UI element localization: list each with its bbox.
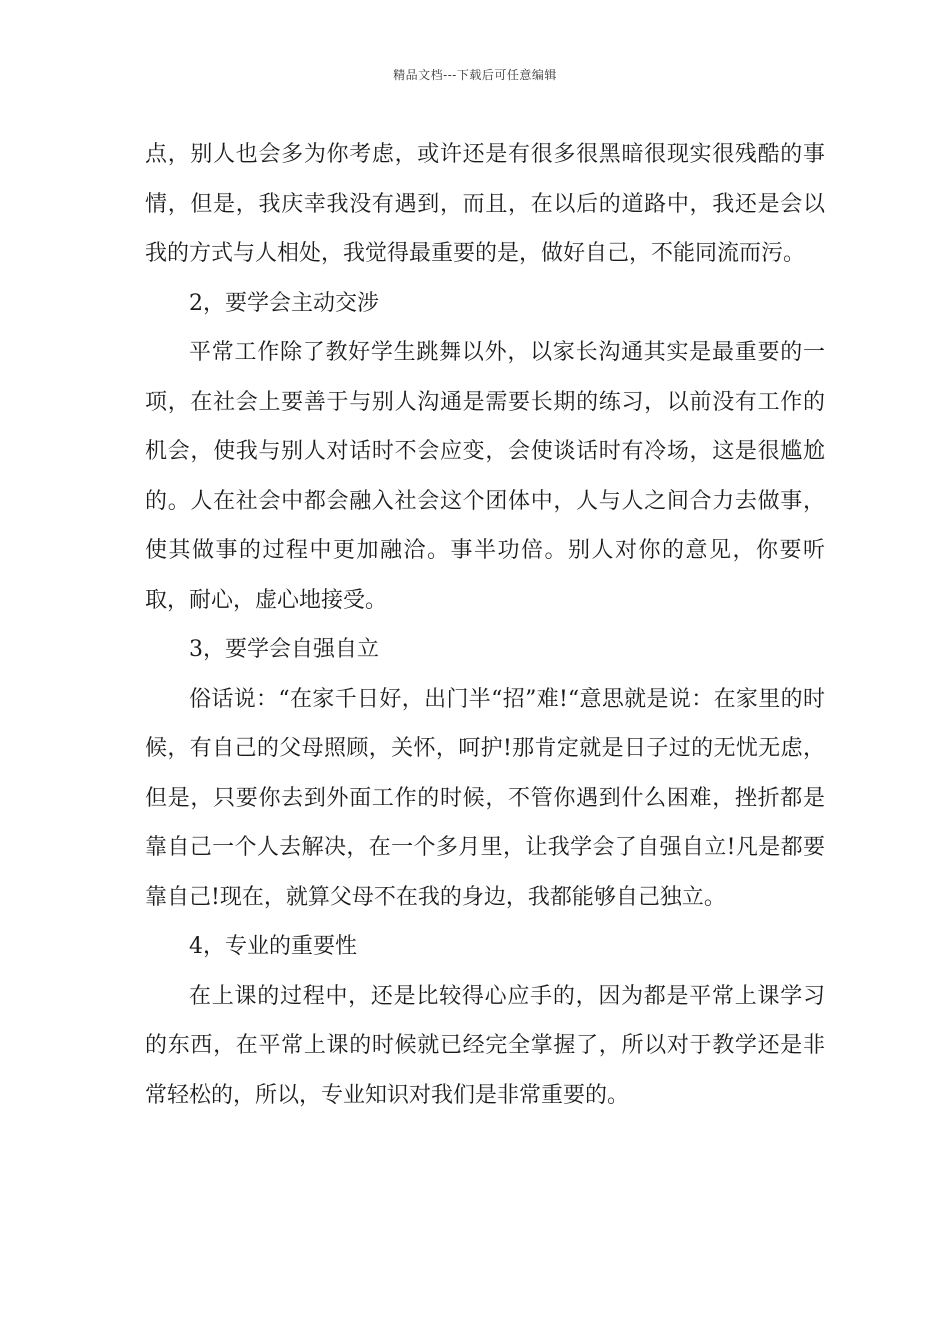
paragraph: 在上课的过程中，还是比较得心应手的，因为都是平常上课学习的东西，在平常上课的时候就已经完全掌握了，所以对于教学还是非常轻松的，所以，专业知识对我们是非常重要的。: [145, 983, 825, 1108]
page-header: 精品文档---下载后可任意编辑: [393, 68, 557, 82]
section-heading: 4，专业的重要性: [189, 934, 357, 959]
section-heading: 3，要学会自强自立: [189, 637, 379, 662]
document-body: [145, 130, 825, 1120]
paragraph: 平常工作除了教好学生跳舞以外，以家长沟通其实是最重要的一项，在社会上要善于与别人沟通是需要长期的练习，以前没有工作的机会，使我与别人对话时不会应变，会使谈话时有冷场，这是很尴尬的。人在社会中都会融入社会这个团体中，人与人之间合力去做事，使其做事的过程中更加融洽。事半功倍。别人对你的意见，你要听取，耐心，虚心地接受。: [145, 340, 825, 613]
section-heading: 2，要学会主动交涉: [189, 290, 379, 316]
paragraph: 点，别人也会多为你考虑，或许还是有很多很黑暗很现实很残酷的事情，但是，我庆幸我没有遇到，而且，在以后的道路中，我还是会以我的方式与人相处，我觉得最重要的是，做好自己，不能同流而污。: [145, 142, 825, 266]
paragraph: 俗话说：“在家千日好，出门半“招”难!“意思就是说：在家里的时候，有自己的父母照顾，关怀，呵护!那肯定就是日子过的无忧无虑，但是，只要你去到外面工作的时候，不管你遇到什么困难，挫折都是靠自己一个人去解决，在一个多月里，让我学会了自强自立!凡是都要靠自己!现在，就算父母不在我的身边，我都能够自己独立。: [145, 686, 825, 910]
